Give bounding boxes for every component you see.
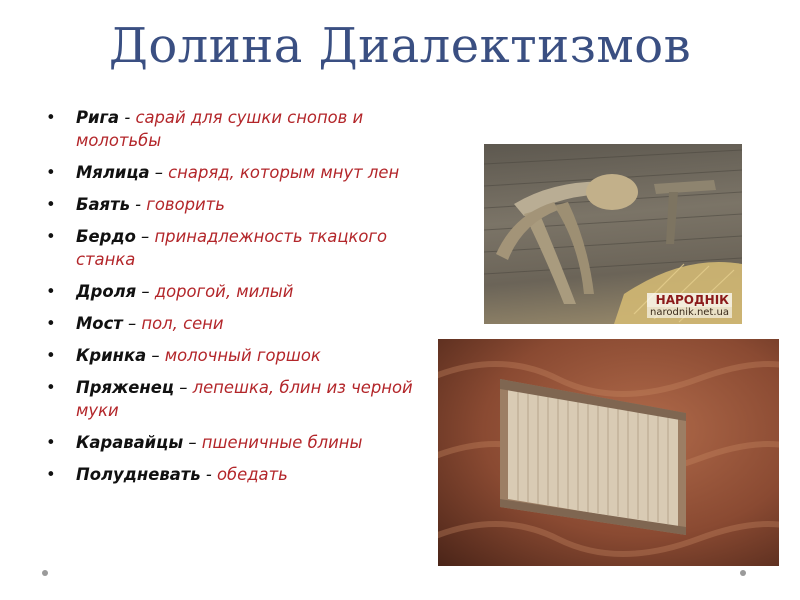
bullet-icon: • bbox=[46, 433, 56, 452]
flax-brake-photo bbox=[484, 144, 742, 324]
weaving-reed-photo bbox=[438, 339, 779, 566]
term-separator: – bbox=[149, 163, 169, 182]
weaving-reed-illustration bbox=[438, 339, 779, 566]
decorative-dot-right bbox=[740, 570, 746, 576]
photo-watermark bbox=[647, 293, 732, 318]
bullet-icon: • bbox=[46, 108, 56, 127]
bullet-icon: • bbox=[46, 465, 56, 484]
term-separator: – bbox=[135, 227, 155, 246]
term-separator: - bbox=[200, 465, 217, 484]
term-separator: – bbox=[136, 282, 155, 301]
term-separator: – bbox=[122, 314, 142, 333]
term-separator: – bbox=[146, 346, 165, 365]
term-item bbox=[40, 431, 420, 454]
term-separator: - bbox=[129, 195, 147, 214]
term-item bbox=[40, 193, 420, 216]
watermark-brand: НАРОДНІК bbox=[647, 293, 732, 307]
term-word: Пряженец bbox=[76, 378, 174, 397]
watermark-site: narodnik.net.ua bbox=[647, 307, 732, 318]
term-definition: говорить bbox=[146, 195, 225, 214]
term-item bbox=[40, 280, 420, 303]
term-word: Дроля bbox=[76, 282, 137, 301]
term-item bbox=[40, 312, 420, 335]
term-word: Баять bbox=[76, 195, 130, 214]
term-definition: пшеничные блины bbox=[201, 433, 363, 452]
term-item bbox=[40, 463, 420, 486]
bullet-icon: • bbox=[46, 163, 56, 182]
decorative-dot-left bbox=[42, 570, 48, 576]
bullet-icon: • bbox=[46, 378, 56, 397]
term-item bbox=[40, 161, 420, 184]
term-separator: – bbox=[174, 378, 193, 397]
term-item bbox=[40, 344, 420, 367]
term-definition: принадлежность ткацкого станка bbox=[76, 227, 388, 269]
dialect-term-list bbox=[40, 106, 420, 495]
bullet-icon: • bbox=[46, 227, 56, 246]
term-separator: – bbox=[183, 433, 202, 452]
term-item bbox=[40, 106, 420, 152]
bullet-icon: • bbox=[46, 314, 56, 333]
bullet-icon: • bbox=[46, 282, 56, 301]
term-word: Каравайцы bbox=[76, 433, 184, 452]
term-definition: молочный горшок bbox=[164, 346, 321, 365]
slide-title: Долина Диалектизмов bbox=[108, 18, 692, 74]
term-definition: лепешка, блин из черной муки bbox=[76, 378, 413, 420]
bullet-icon: • bbox=[46, 195, 56, 214]
term-definition: дорогой, милый bbox=[154, 282, 294, 301]
term-word: Бердо bbox=[76, 227, 136, 246]
term-word: Полудневать bbox=[76, 465, 201, 484]
term-word: Мялица bbox=[76, 163, 150, 182]
bullet-icon: • bbox=[46, 346, 56, 365]
term-separator: - bbox=[119, 108, 136, 127]
term-word: Мост bbox=[76, 314, 123, 333]
term-definition: снаряд, которым мнут лен bbox=[168, 163, 400, 182]
term-word: Рига bbox=[76, 108, 120, 127]
term-definition: обедать bbox=[217, 465, 288, 484]
term-definition: сарай для сушки снопов и молотьбы bbox=[76, 108, 364, 150]
term-definition: пол, сени bbox=[141, 314, 224, 333]
term-item bbox=[40, 376, 420, 422]
term-item bbox=[40, 225, 420, 271]
term-word: Кринка bbox=[76, 346, 147, 365]
